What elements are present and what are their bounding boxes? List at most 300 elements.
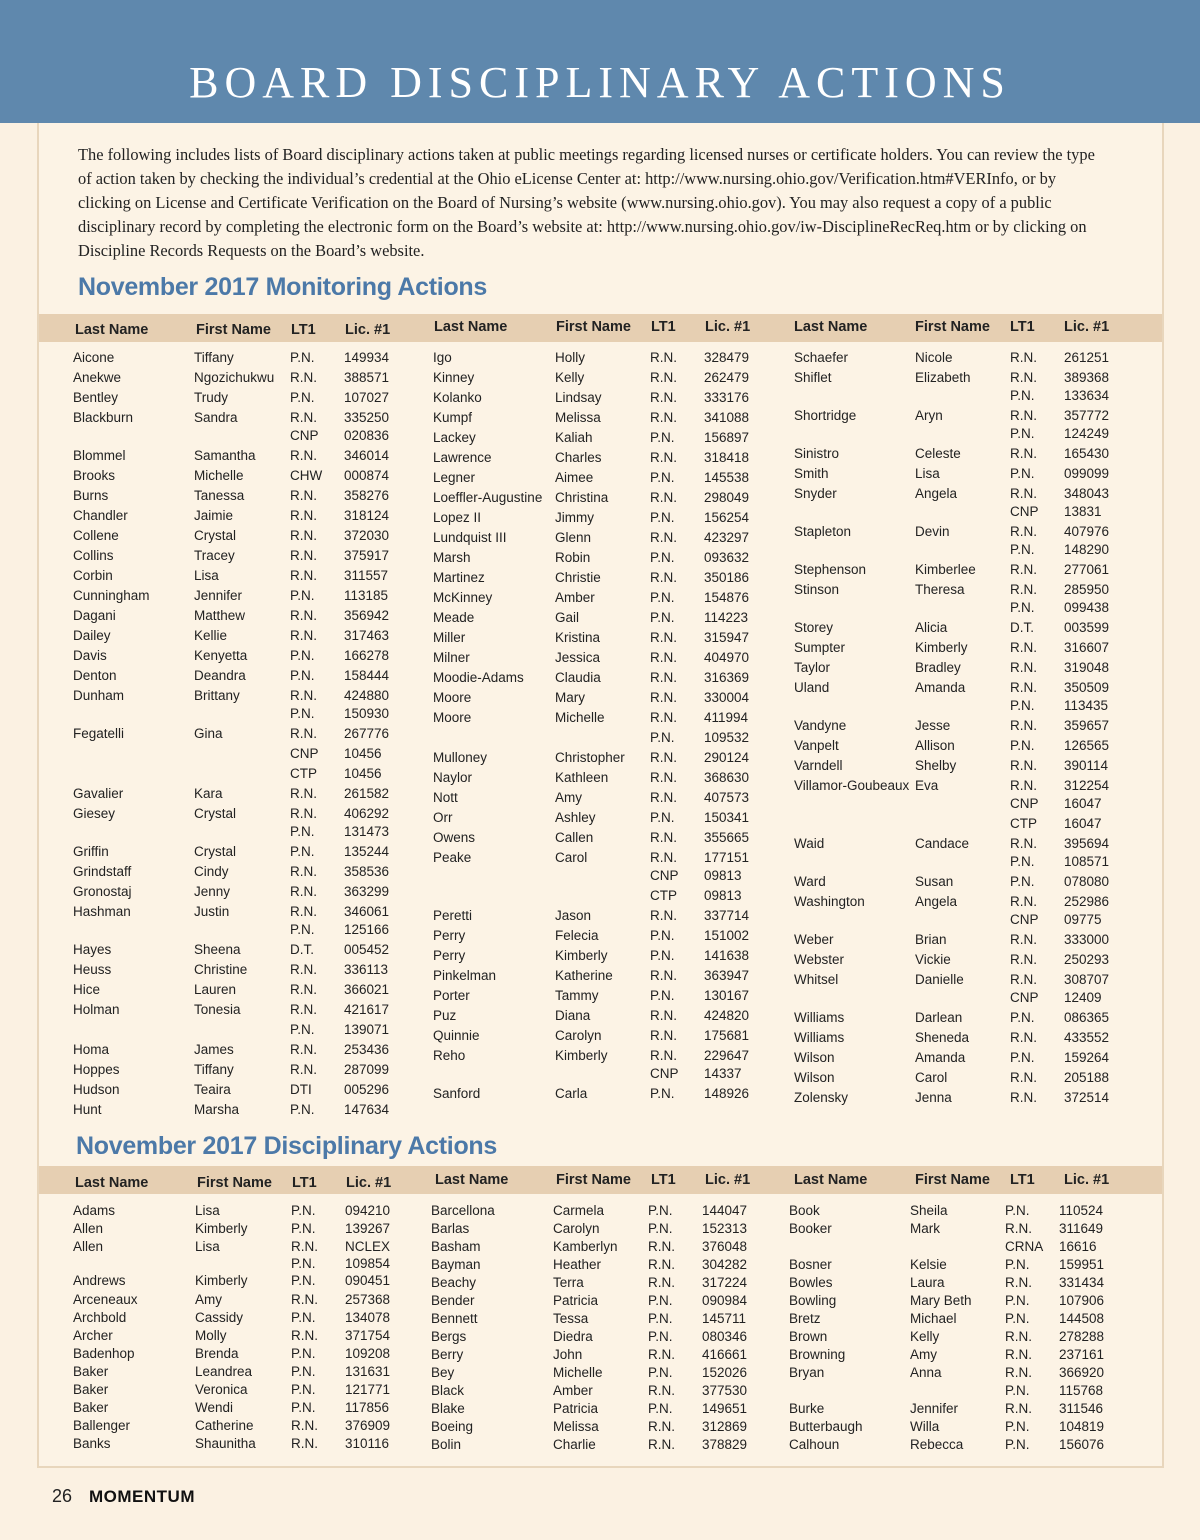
first-name-cell: Carol: [555, 850, 588, 865]
last-name-cell: Allen: [73, 1221, 104, 1236]
license-cell: 13831: [1064, 504, 1102, 519]
last-name-cell: Bolin: [431, 1437, 462, 1452]
last-name-cell: Waid: [794, 836, 825, 851]
first-name-cell: Charlie: [553, 1437, 596, 1452]
last-name-cell: Zolensky: [794, 1090, 849, 1105]
lt1-cell: R.N.: [1005, 1401, 1032, 1416]
license-cell: 020836: [344, 428, 390, 443]
last-name-header: Last Name: [434, 319, 508, 335]
last-name-cell: Schaefer: [794, 350, 849, 365]
license-cell: 377530: [702, 1383, 748, 1398]
last-name-cell: Archbold: [73, 1310, 127, 1325]
lt1-cell: R.N.: [1010, 640, 1037, 655]
license-cell: 090451: [345, 1273, 391, 1288]
lt1-cell: R.N.: [291, 1418, 318, 1433]
license-cell: 156076: [1059, 1437, 1105, 1452]
license-cell: 078080: [1064, 874, 1110, 889]
lt1-cell: R.N.: [290, 688, 317, 703]
lt1-cell: P.N.: [650, 928, 675, 943]
first-name-cell: Molly: [195, 1328, 227, 1343]
last-name-cell: Bergs: [431, 1329, 467, 1344]
first-name-cell: Aryn: [915, 408, 943, 423]
first-name-cell: Jenna: [915, 1090, 952, 1105]
last-name-cell: Blommel: [73, 448, 126, 463]
license-cell: 336113: [344, 962, 389, 977]
lt1-header: LT1: [291, 322, 316, 338]
last-name-cell: Naylor: [433, 770, 473, 785]
first-name-cell: Aimee: [555, 470, 594, 485]
lt1-cell: D.T.: [290, 942, 315, 957]
lt1-cell: P.N.: [1010, 466, 1035, 481]
lt1-cell: R.N.: [290, 1002, 317, 1017]
last-name-cell: Barcellona: [431, 1203, 495, 1218]
license-header: Lic. #1: [346, 1175, 392, 1191]
last-name-cell: Collene: [73, 528, 119, 543]
license-cell: 130167: [704, 988, 750, 1003]
license-cell: 141638: [704, 948, 750, 963]
first-name-cell: Glenn: [555, 530, 592, 545]
last-name-cell: Moodie-Adams: [433, 670, 524, 685]
last-name-cell: Legner: [433, 470, 476, 485]
first-name-cell: Devin: [915, 524, 950, 539]
lt1-cell: P.N.: [650, 948, 675, 963]
license-cell: 287099: [344, 1062, 390, 1077]
last-name-cell: Varndell: [794, 758, 843, 773]
last-name-cell: Ward: [794, 874, 826, 889]
license-cell: 177151: [704, 850, 750, 865]
license-cell: 150930: [344, 706, 390, 721]
first-name-cell: Tracey: [194, 548, 235, 563]
first-name-cell: Tonesia: [194, 1002, 241, 1017]
last-name-cell: Kolanko: [433, 390, 482, 405]
lt1-cell: P.N.: [650, 430, 675, 445]
lt1-cell: CNP: [1010, 796, 1039, 811]
lt1-cell: R.N.: [1010, 1070, 1037, 1085]
lt1-cell: R.N.: [290, 528, 317, 543]
last-name-cell: Burke: [789, 1401, 825, 1416]
lt1-cell: R.N.: [648, 1275, 675, 1290]
lt1-cell: P.N.: [650, 988, 675, 1003]
lt1-cell: P.N.: [1010, 388, 1035, 403]
last-name-cell: Burns: [73, 488, 109, 503]
license-cell: 311557: [344, 568, 389, 583]
first-name-cell: Deandra: [194, 668, 246, 683]
last-name-cell: Whitsel: [794, 972, 839, 987]
first-name-cell: Vickie: [915, 952, 951, 967]
lt1-cell: R.N.: [1010, 1030, 1037, 1045]
first-name-cell: Cindy: [194, 864, 229, 879]
lt1-cell: P.N.: [1010, 426, 1035, 441]
first-name-cell: John: [553, 1347, 583, 1362]
last-name-cell: Bosner: [789, 1257, 832, 1272]
license-cell: 250293: [1064, 952, 1110, 967]
first-name-cell: Katherine: [555, 968, 613, 983]
last-name-header: Last Name: [794, 319, 868, 335]
first-name-cell: Melissa: [553, 1419, 599, 1434]
last-name-cell: Kinney: [433, 370, 475, 385]
last-name-cell: Pinkelman: [433, 968, 497, 983]
last-name-cell: Adams: [73, 1203, 116, 1218]
last-name-cell: Uland: [794, 680, 830, 695]
license-cell: 371754: [345, 1328, 391, 1343]
last-name-cell: McKinney: [433, 590, 493, 605]
license-cell: 350509: [1064, 680, 1110, 695]
last-name-cell: Mulloney: [433, 750, 488, 765]
last-name-cell: Ballenger: [73, 1418, 131, 1433]
first-name-cell: Marsha: [194, 1102, 240, 1117]
first-name-cell: Claudia: [555, 670, 601, 685]
last-name-cell: Calhoun: [789, 1437, 840, 1452]
license-cell: 159951: [1059, 1257, 1105, 1272]
last-name-cell: Sinistro: [794, 446, 840, 461]
lt1-cell: R.N.: [290, 1042, 317, 1057]
lt1-cell: P.N.: [650, 470, 675, 485]
lt1-cell: P.N.: [1005, 1437, 1030, 1452]
license-cell: 376909: [345, 1418, 391, 1433]
lt1-cell: R.N.: [1010, 680, 1037, 695]
license-cell: 267776: [344, 726, 390, 741]
first-name-cell: Sheila: [910, 1203, 948, 1218]
first-name-cell: Shaunitha: [195, 1436, 256, 1451]
first-name-cell: Matthew: [194, 608, 246, 623]
last-name-cell: Owens: [433, 830, 476, 845]
first-name-cell: Patricia: [553, 1293, 599, 1308]
first-name-cell: Christina: [555, 490, 609, 505]
first-name-cell: Callen: [555, 830, 594, 845]
first-name-cell: Lisa: [195, 1203, 220, 1218]
first-name-cell: Ashley: [555, 810, 596, 825]
lt1-header: LT1: [1010, 1172, 1035, 1188]
lt1-cell: P.N.: [1010, 600, 1035, 615]
license-cell: 356942: [344, 608, 390, 623]
last-name-cell: Perry: [433, 948, 466, 963]
intro-paragraph: The following includes lists of Board disciplinary actions taken at public meetings regarding licensed nurses or certificate holders. You can review the type of action taken by checking the individual’s credential at the Ohio eLicense Center at: http://www.nursing.ohio.gov/Verification.htm#VERInfo, or by clicking on License and Certificate Verification on the Board of Nursing’s website (www.nursing.ohio.gov). You may also request a copy of a public disciplinary record by completing the electronic form on the Board’s website at: http://www.nursing.ohio.gov/iw-DisciplineRecReq.htm or by clicking on Discipline Records Requests on the Board’s website.: [78, 145, 1095, 260]
first-name-cell: Wendi: [195, 1400, 234, 1415]
license-cell: 14337: [704, 1066, 742, 1081]
last-name-cell: Dunham: [73, 688, 125, 703]
first-name-cell: Theresa: [915, 582, 965, 597]
last-name-cell: Hoppes: [73, 1062, 120, 1077]
last-name-cell: Banks: [73, 1436, 111, 1451]
first-name-cell: Christopher: [555, 750, 625, 765]
first-name-cell: Terra: [553, 1275, 584, 1290]
first-name-cell: Angela: [915, 894, 958, 909]
license-cell: 317224: [702, 1275, 748, 1290]
license-cell: 094210: [345, 1203, 391, 1218]
first-name-cell: Tiffany: [194, 1062, 234, 1077]
lt1-cell: R.N.: [290, 488, 317, 503]
lt1-cell: R.N.: [648, 1419, 675, 1434]
first-name-cell: Allison: [915, 738, 955, 753]
last-name-cell: Anekwe: [73, 370, 122, 385]
last-name-cell: Smith: [794, 466, 829, 481]
lt1-cell: R.N.: [1005, 1347, 1032, 1362]
first-name-cell: Kara: [194, 786, 223, 801]
first-name-cell: Melissa: [555, 410, 601, 425]
first-name-cell: Lindsay: [555, 390, 602, 405]
license-cell: 330004: [704, 690, 750, 705]
license-cell: 285950: [1064, 582, 1110, 597]
lt1-cell: R.N.: [1005, 1329, 1032, 1344]
lt1-cell: R.N.: [291, 1292, 318, 1307]
license-cell: 150341: [704, 810, 750, 825]
last-name-header: Last Name: [435, 1172, 509, 1188]
lt1-cell: R.N.: [648, 1257, 675, 1272]
license-cell: 376048: [702, 1239, 748, 1254]
lt1-cell: R.N.: [291, 1436, 318, 1451]
first-name-cell: Candace: [915, 836, 970, 851]
first-name-cell: Willa: [910, 1419, 940, 1434]
license-cell: 148290: [1064, 542, 1110, 557]
lt1-cell: R.N.: [1005, 1275, 1032, 1290]
first-name-cell: Kimberly: [195, 1273, 248, 1288]
lt1-cell: P.N.: [1005, 1383, 1030, 1398]
license-cell: 311546: [1059, 1401, 1104, 1416]
first-name-cell: Jennifer: [194, 588, 243, 603]
first-name-cell: Mary: [555, 690, 585, 705]
license-cell: 110524: [1059, 1203, 1104, 1218]
first-name-cell: Sandra: [194, 410, 238, 425]
first-name-cell: Carolyn: [553, 1221, 600, 1236]
license-cell: 124249: [1064, 426, 1110, 441]
lt1-cell: R.N.: [650, 530, 677, 545]
last-name-cell: Sanford: [433, 1086, 481, 1101]
lt1-cell: CTP: [1010, 816, 1037, 831]
last-name-header: Last Name: [75, 1175, 149, 1191]
last-name-cell: Kumpf: [433, 410, 473, 425]
license-header: Lic. #1: [705, 319, 751, 335]
license-cell: 090984: [702, 1293, 748, 1308]
lt1-cell: P.N.: [1005, 1293, 1030, 1308]
license-cell: 125166: [344, 922, 390, 937]
lt1-cell: P.N.: [648, 1293, 673, 1308]
license-cell: 319048: [1064, 660, 1110, 675]
license-cell: 000874: [344, 468, 390, 483]
license-cell: 10456: [344, 766, 382, 781]
license-cell: 316607: [1064, 640, 1110, 655]
license-cell: 298049: [704, 490, 750, 505]
first-name-cell: Jimmy: [555, 510, 594, 525]
first-name-cell: Darlean: [915, 1010, 963, 1025]
disciplinary-section-title: November 2017 Disciplinary Actions: [76, 1132, 497, 1160]
license-cell: 277061: [1064, 562, 1110, 577]
first-name-cell: Carmela: [553, 1203, 605, 1218]
first-name-cell: Michelle: [555, 710, 605, 725]
license-cell: 126565: [1064, 738, 1110, 753]
first-name-cell: Crystal: [194, 806, 237, 821]
lt1-cell: P.N.: [291, 1221, 316, 1236]
license-cell: 113185: [344, 588, 389, 603]
last-name-cell: Taylor: [794, 660, 831, 675]
license-cell: 237161: [1059, 1347, 1105, 1362]
last-name-cell: Brooks: [73, 468, 116, 483]
lt1-cell: R.N.: [650, 350, 677, 365]
lt1-cell: R.N.: [648, 1437, 675, 1452]
last-name-cell: Boeing: [431, 1419, 474, 1434]
last-name-cell: Fegatelli: [73, 726, 125, 741]
license-cell: 315947: [704, 630, 750, 645]
license-header: Lic. #1: [705, 1172, 751, 1188]
first-name-cell: Kathleen: [555, 770, 609, 785]
last-name-cell: Bretz: [789, 1311, 821, 1326]
first-name-cell: Heather: [553, 1257, 602, 1272]
license-cell: 165430: [1064, 446, 1110, 461]
first-name-cell: Michelle: [553, 1365, 603, 1380]
first-name-cell: Danielle: [915, 972, 964, 987]
license-cell: 144508: [1059, 1311, 1105, 1326]
last-name-cell: Webster: [794, 952, 845, 967]
lt1-cell: CTP: [650, 888, 677, 903]
last-name-cell: Brown: [789, 1329, 828, 1344]
last-name-cell: Holman: [73, 1002, 120, 1017]
first-name-cell: Bradley: [915, 660, 961, 675]
license-cell: 355665: [704, 830, 750, 845]
lt1-cell: R.N.: [290, 568, 317, 583]
lt1-cell: R.N.: [650, 1048, 677, 1063]
last-name-cell: Igo: [433, 350, 452, 365]
first-name-cell: Samantha: [194, 448, 256, 463]
lt1-cell: R.N.: [650, 1008, 677, 1023]
license-cell: 335250: [344, 410, 390, 425]
first-name-cell: Kaliah: [555, 430, 593, 445]
first-name-header: First Name: [556, 319, 631, 335]
last-name-cell: Snyder: [794, 486, 837, 501]
last-name-cell: Arceneaux: [73, 1292, 138, 1307]
license-cell: 411994: [704, 710, 749, 725]
license-cell: 148926: [704, 1086, 750, 1101]
first-name-cell: Patricia: [553, 1401, 599, 1416]
lt1-cell: CNP: [290, 746, 319, 761]
first-name-cell: Nicole: [915, 350, 953, 365]
license-cell: 166278: [344, 648, 390, 663]
license-cell: 144047: [702, 1203, 748, 1218]
last-name-cell: Milner: [433, 650, 470, 665]
lt1-cell: R.N.: [1010, 408, 1037, 423]
license-cell: 310116: [345, 1436, 390, 1451]
lt1-cell: R.N.: [290, 806, 317, 821]
first-name-cell: Charles: [555, 450, 602, 465]
lt1-cell: CNP: [290, 428, 319, 443]
lt1-cell: R.N.: [290, 904, 317, 919]
license-cell: 395694: [1064, 836, 1110, 851]
lt1-cell: CNP: [650, 1066, 679, 1081]
first-name-cell: Jenny: [194, 884, 231, 899]
first-name-cell: Catherine: [195, 1418, 254, 1433]
lt1-cell: P.N.: [648, 1365, 673, 1380]
license-cell: 317463: [344, 628, 390, 643]
lt1-cell: R.N.: [1010, 350, 1037, 365]
license-cell: 156897: [704, 430, 750, 445]
license-cell: 366021: [344, 982, 390, 997]
lt1-cell: R.N.: [290, 982, 317, 997]
license-cell: 389368: [1064, 370, 1110, 385]
lt1-cell: P.N.: [650, 510, 675, 525]
license-cell: 005452: [344, 942, 390, 957]
first-name-cell: Amanda: [915, 1050, 966, 1065]
license-cell: 099438: [1064, 600, 1110, 615]
lt1-cell: CHW: [290, 468, 323, 483]
last-name-cell: Giesey: [73, 806, 116, 821]
license-cell: 262479: [704, 370, 750, 385]
first-name-cell: Diana: [555, 1008, 591, 1023]
lt1-cell: R.N.: [1010, 446, 1037, 461]
first-name-cell: Tessa: [553, 1311, 589, 1326]
first-name-cell: Michael: [910, 1311, 957, 1326]
lt1-cell: P.N.: [1005, 1257, 1030, 1272]
first-name-cell: Kimberly: [915, 640, 968, 655]
license-cell: 080346: [702, 1329, 748, 1344]
license-cell: 312869: [702, 1419, 748, 1434]
license-cell: 113435: [1064, 698, 1109, 713]
license-cell: 359657: [1064, 718, 1110, 733]
first-name-cell: Kenyetta: [194, 648, 248, 663]
first-name-cell: Veronica: [195, 1382, 248, 1397]
lt1-cell: R.N.: [650, 908, 677, 923]
lt1-cell: R.N.: [1010, 582, 1037, 597]
license-cell: 158444: [344, 668, 390, 683]
lt1-cell: P.N.: [648, 1203, 673, 1218]
last-name-cell: Marsh: [433, 550, 471, 565]
license-cell: 316369: [704, 670, 750, 685]
lt1-cell: P.N.: [1010, 542, 1035, 557]
lt1-cell: P.N.: [648, 1401, 673, 1416]
license-cell: 318418: [704, 450, 750, 465]
last-name-cell: Perry: [433, 928, 466, 943]
first-name-cell: Amy: [910, 1347, 937, 1362]
last-name-cell: Lackey: [433, 430, 476, 445]
license-cell: 378829: [702, 1437, 748, 1452]
lt1-cell: R.N.: [650, 670, 677, 685]
license-cell: 145538: [704, 470, 750, 485]
license-cell: 134078: [345, 1310, 391, 1325]
first-name-cell: Amber: [555, 590, 595, 605]
last-name-cell: Villamor-Goubeaux: [794, 778, 910, 793]
license-cell: 131631: [345, 1364, 391, 1379]
lt1-cell: P.N.: [650, 590, 675, 605]
lt1-cell: R.N.: [650, 830, 677, 845]
license-cell: 372030: [344, 528, 390, 543]
lt1-cell: R.N.: [1010, 952, 1037, 967]
last-name-cell: Vandyne: [794, 718, 847, 733]
last-name-cell: Hudson: [73, 1082, 120, 1097]
license-cell: 331434: [1059, 1275, 1105, 1290]
last-name-cell: Miller: [433, 630, 466, 645]
lt1-cell: P.N.: [291, 1256, 316, 1271]
license-cell: 366920: [1059, 1365, 1105, 1380]
license-cell: 311649: [1059, 1221, 1104, 1236]
first-name-cell: Mary Beth: [910, 1293, 972, 1308]
first-name-cell: Justin: [194, 904, 230, 919]
license-cell: NCLEX: [345, 1239, 391, 1254]
last-name-cell: Heuss: [73, 962, 112, 977]
lt1-cell: P.N.: [648, 1329, 673, 1344]
last-name-cell: Bender: [431, 1293, 475, 1308]
last-name-cell: Book: [789, 1203, 820, 1218]
first-name-cell: James: [194, 1042, 234, 1057]
lt1-cell: R.N.: [650, 710, 677, 725]
last-name-cell: Moore: [433, 710, 472, 725]
last-name-cell: Baker: [73, 1400, 109, 1415]
lt1-cell: D.T.: [1010, 620, 1035, 635]
first-name-cell: Gail: [555, 610, 580, 625]
lt1-cell: R.N.: [290, 370, 317, 385]
lt1-cell: P.N.: [291, 1364, 316, 1379]
license-cell: 390114: [1064, 758, 1109, 773]
license-cell: 152026: [702, 1365, 748, 1380]
lt1-cell: R.N.: [650, 1028, 677, 1043]
first-name-cell: Trudy: [194, 390, 229, 405]
lt1-cell: P.N.: [1010, 698, 1035, 713]
